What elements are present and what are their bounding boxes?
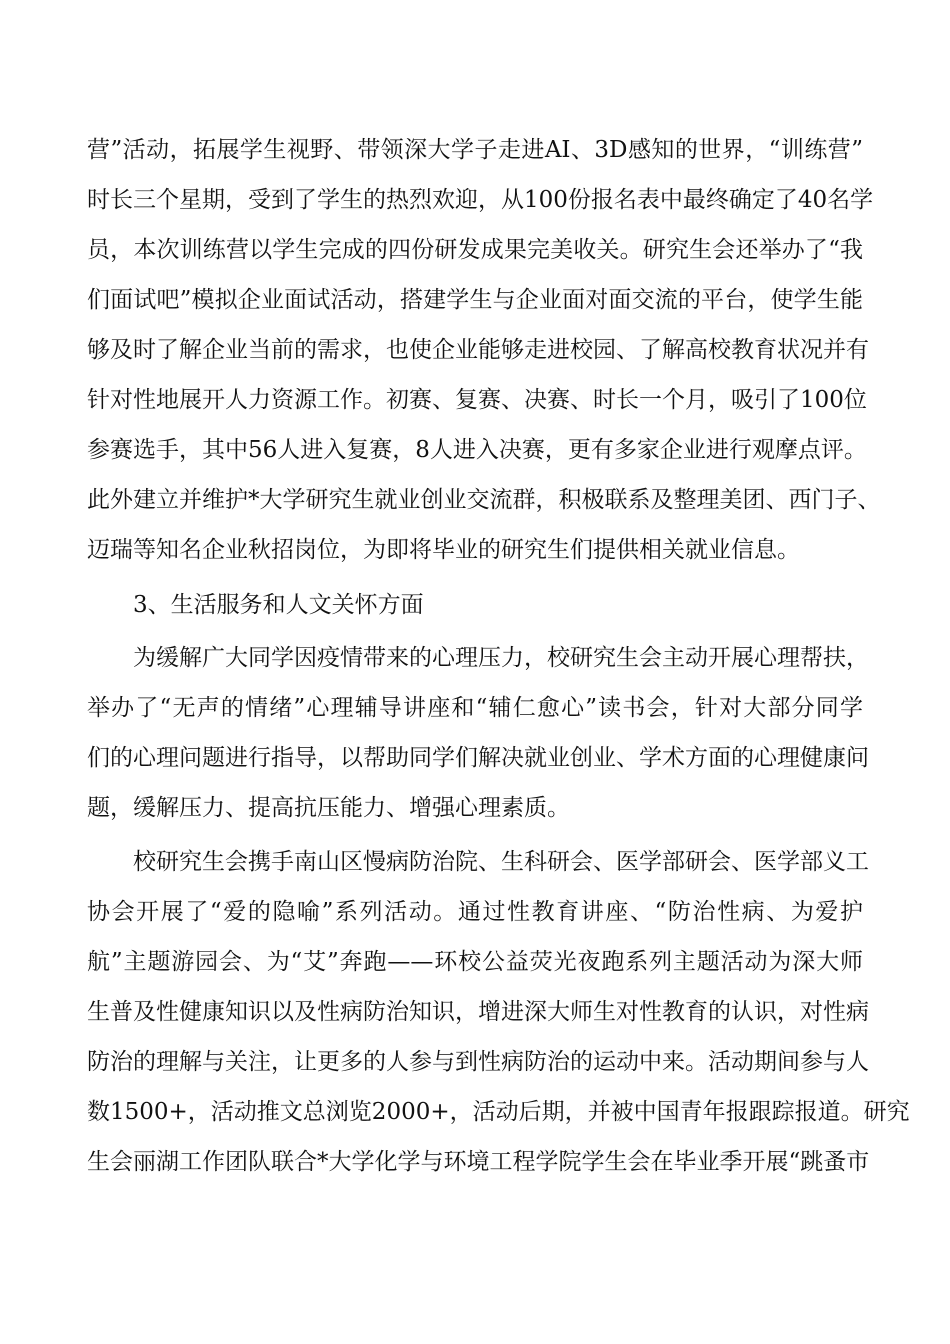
text-line-19: 防治的理解与关注，让更多的人参与到性病防治的运动中来。活动期间参与人 <box>87 1049 869 1075</box>
text-line-16: 协会开展了“爱的隐喻”系列活动。通过性教育讲座、“防治性病、为爱护 <box>87 899 863 925</box>
text-line-13: 们的心理问题进行指导，以帮助同学们解决就业创业、学术方面的心理健康问 <box>87 745 869 771</box>
text-line-12: 举办了“无声的情绪”心理辅导讲座和“辅仁愈心”读书会，针对大部分同学 <box>87 695 863 721</box>
text-line-20: 数1500+，活动推文总浏览2000+，活动后期，并被中国青年报跟踪报道。研究 <box>87 1099 910 1125</box>
text-line-9: 迈瑞等知名企业秋招岗位，为即将毕业的研究生们提供相关就业信息。 <box>87 537 800 563</box>
text-line-3: 员，本次训练营以学生完成的四份研发成果完美收关。研究生会还举办了“我 <box>87 237 863 263</box>
text-line-6: 针对性地展开人力资源工作。初赛、复赛、决赛、时长一个月，吸引了100位 <box>87 387 867 413</box>
text-line-7: 参赛选手，其中56人进入复赛，8人进入决赛，更有多家企业进行观摩点评。 <box>87 437 867 463</box>
text-line-4: 们面试吧”模拟企业面试活动，搭建学生与企业面对面交流的平台，使学生能 <box>87 287 863 313</box>
text-line-18: 生普及性健康知识以及性病防治知识，增进深大师生对性教育的认识，对性病 <box>87 999 869 1025</box>
text-line-1: 营”活动，拓展学生视野、带领深大学子走进AI、3D感知的世界，“训练营” <box>87 137 863 163</box>
text-line-2: 时长三个星期，受到了学生的热烈欢迎，从100份报名表中最终确定了40名学 <box>87 187 874 213</box>
text-line-8: 此外建立并维护*大学研究生就业创业交流群，积极联系及整理美团、西门子、 <box>87 487 881 513</box>
text-line-11: 为缓解广大同学因疫情带来的心理压力，校研究生会主动开展心理帮扶， <box>133 645 869 671</box>
section-heading: 3、生活服务和人文关怀方面 <box>133 592 424 618</box>
text-line-17: 航”主题游园会、为“艾”奔跑——环校公益荧光夜跑系列主题活动为深大师 <box>87 949 863 975</box>
text-line-21: 生会丽湖工作团队联合*大学化学与环境工程学院学生会在毕业季开展“跳蚤市 <box>87 1149 870 1175</box>
text-line-15: 校研究生会携手南山区慢病防治院、生科研会、医学部研会、医学部义工 <box>133 849 869 875</box>
text-line-5: 够及时了解企业当前的需求，也使企业能够走进校园、了解高校教育状况并有 <box>87 337 869 363</box>
text-line-14: 题，缓解压力、提高抗压能力、增强心理素质。 <box>87 795 570 821</box>
